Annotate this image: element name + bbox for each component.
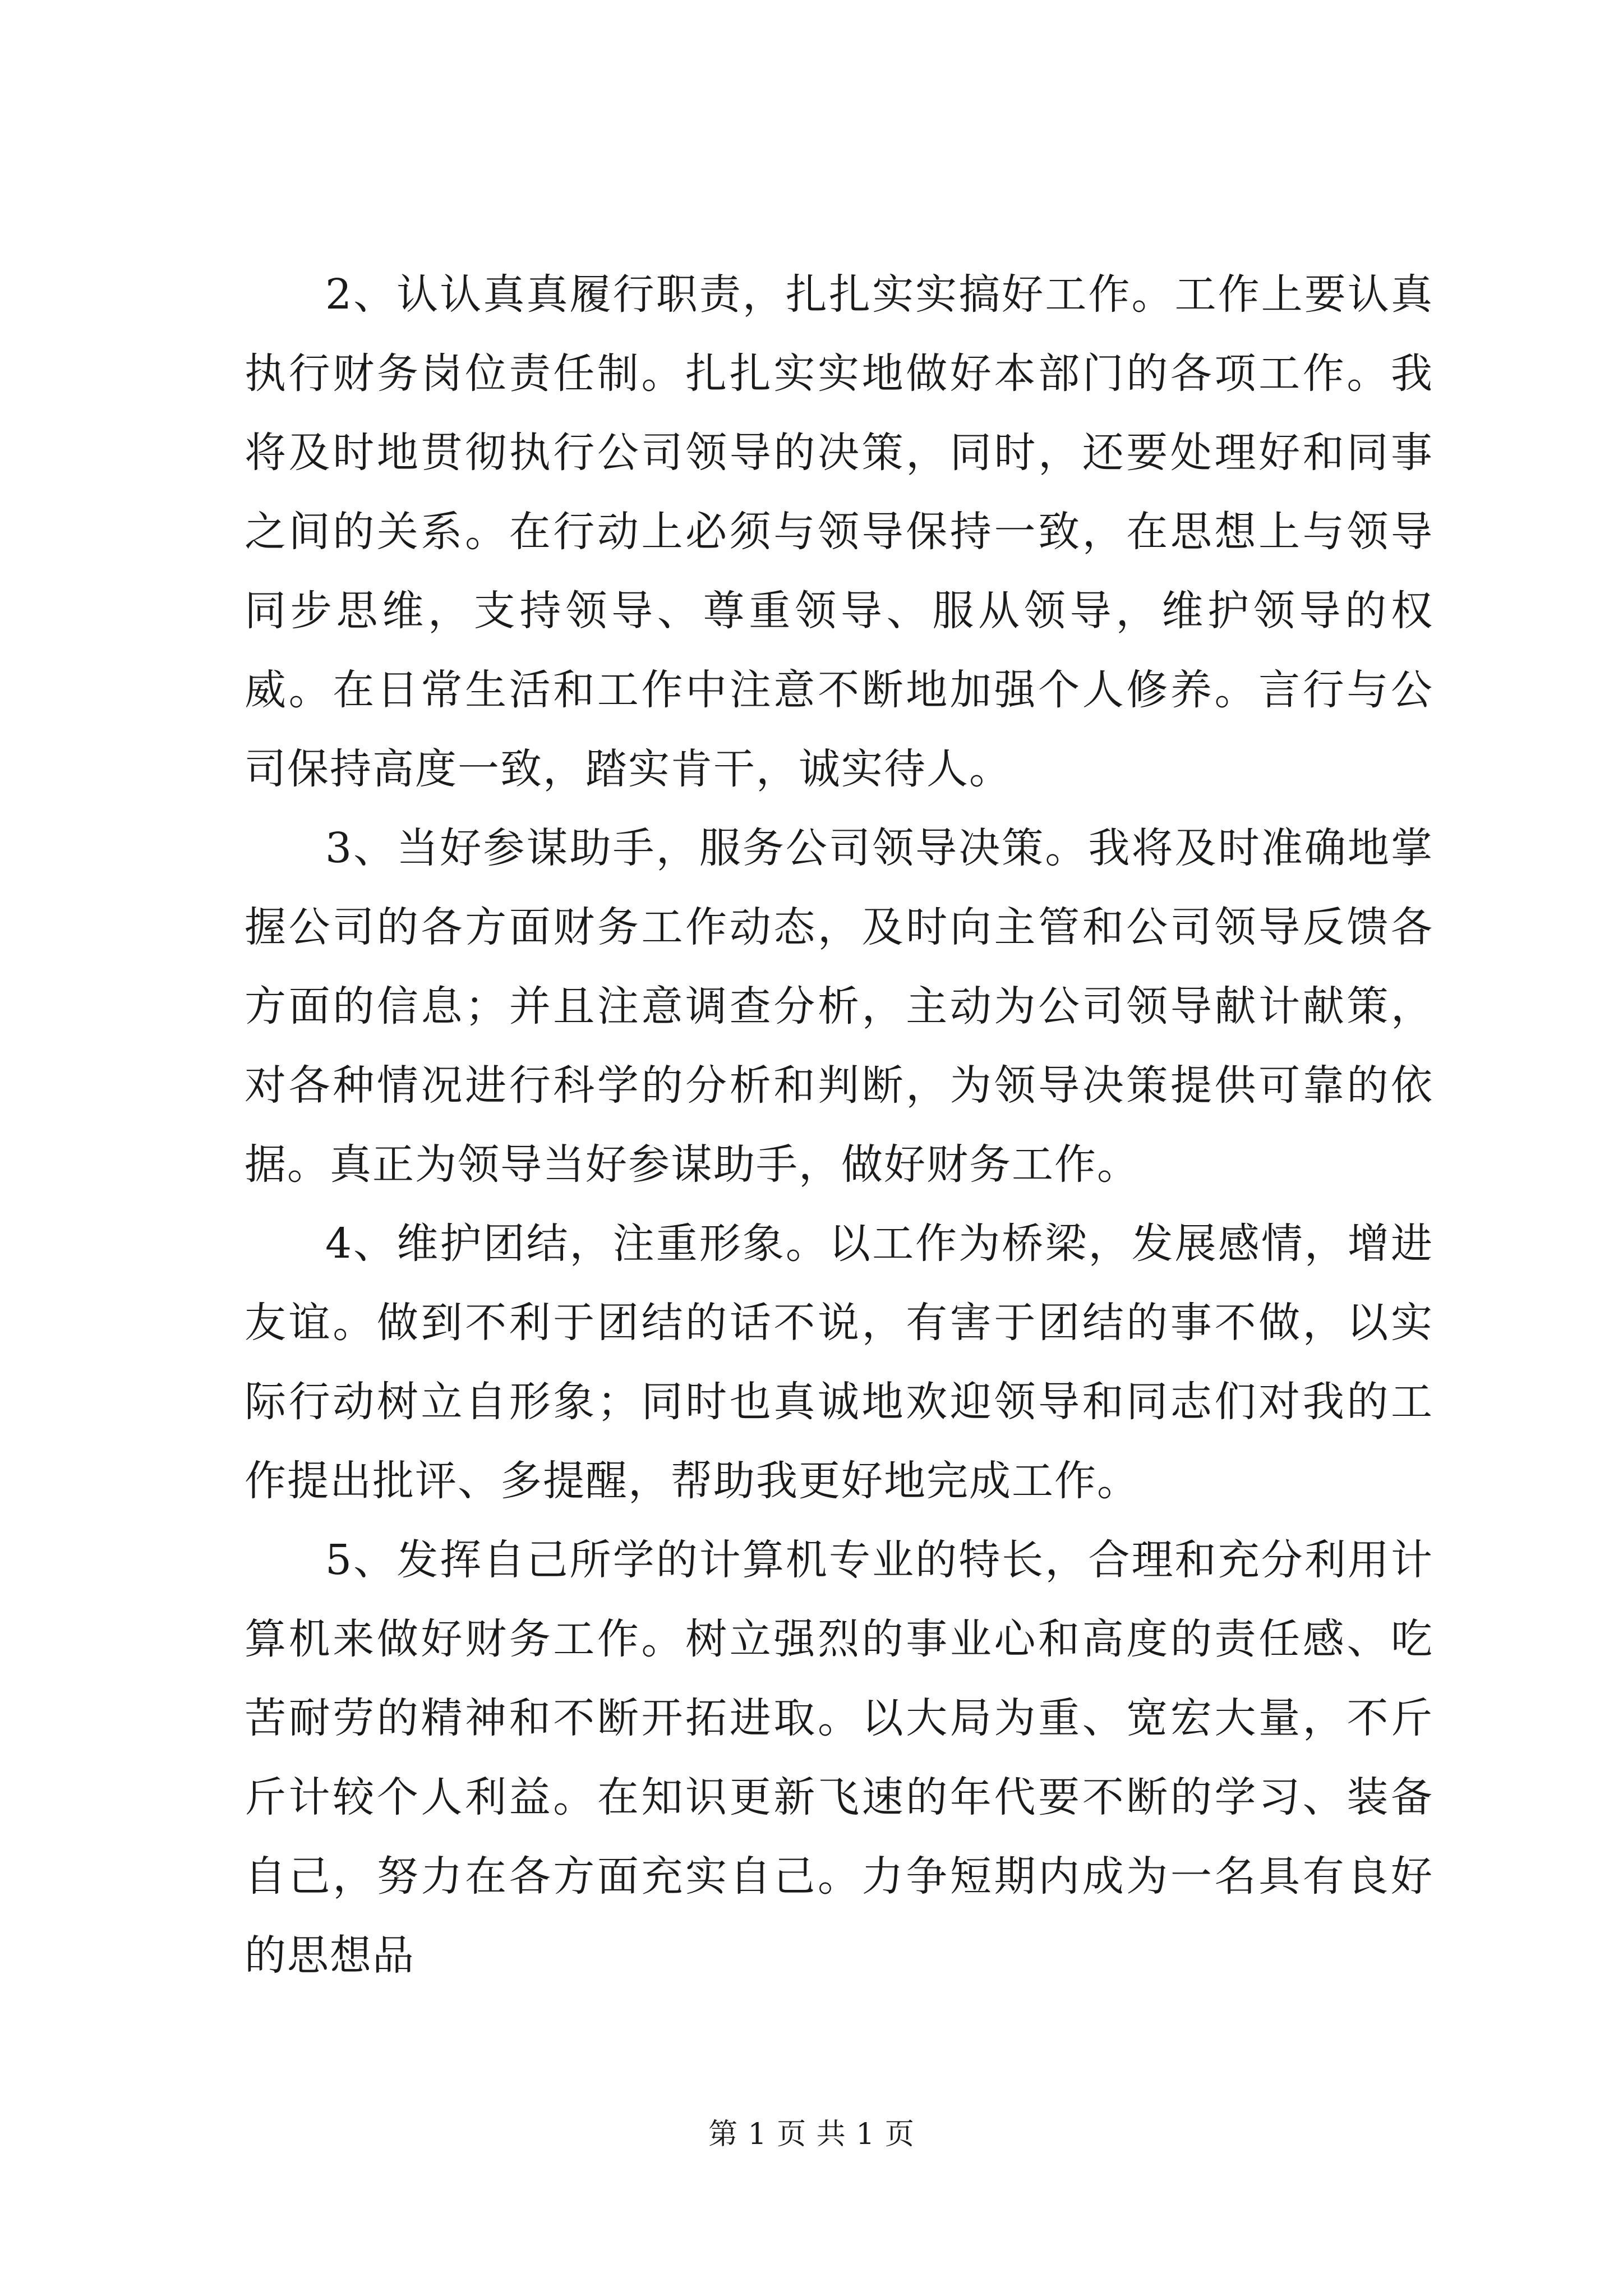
document-body	[245, 255, 1433, 1995]
paragraph-item-2: 2、认认真真履行职责，扎扎实实搞好工作。工作上要认真执行财务岗位责任制。扎扎实实地做好本部门的各项工作。我将及时地贯彻执行公司领导的决策，同时，还要处理好和同事之间的关系。在行动上必须与领导保持一致，在思想上与领导同步思维，支持领导、尊重领导、服从领导，维护领导的权威。在日常生活和工作中注意不断地加强个人修养。言行与公司保持高度一致，踏实肯干，诚实待人。	[245, 270, 1433, 793]
page-footer: 第 1 页 共 1 页	[708, 2118, 915, 2151]
paragraph-item-3: 3、当好参谋助手，服务公司领导决策。我将及时准确地掌握公司的各方面财务工作动态，及时向主管和公司领导反馈各方面的信息；并且注意调查分析，主动为公司领导献计献策，对各种情况进行科学的分析和判断，为领导决策提供可靠的依据。真正为领导当好参谋助手，做好财务工作。	[245, 824, 1433, 1189]
paragraph-item-4: 4、维护团结，注重形象。以工作为桥梁，发展感情，增进友谊。做到不利于团结的话不说，有害于团结的事不做，以实际行动树立自形象；同时也真诚地欢迎领导和同志们对我的工作提出批评、多提醒，帮助我更好地完成工作。	[245, 1220, 1433, 1505]
paragraph-item-5: 5、发挥自己所学的计算机专业的特长，合理和充分利用计算机来做好财务工作。树立强烈的事业心和高度的责任感、吃苦耐劳的精神和不断开拓进取。以大局为重、宽宏大量，不斤斤计较个人利益。在知识更新飞速的年代要不断的学习、装备自己，努力在各方面充实自己。力争短期内成为一名具有良好的思想品	[245, 1536, 1433, 1980]
